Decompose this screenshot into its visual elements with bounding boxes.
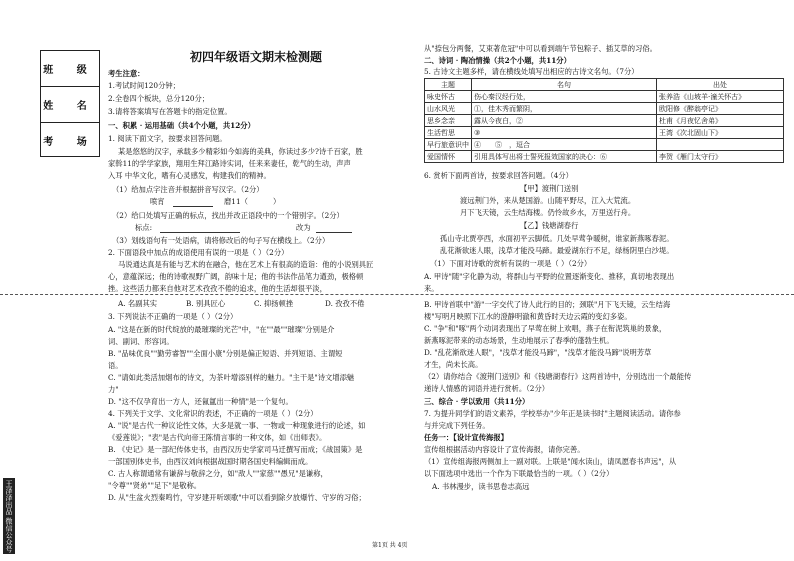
correction-label: 改为 — [296, 223, 311, 232]
poem-table — [424, 78, 784, 163]
table-header: 主题 — [425, 79, 472, 91]
passage-line: 心，意蕴深远；他的诗歌视野广阔，韵味十足；他的书法作品笔力遒劲，极格顿 — [108, 272, 364, 281]
option-line: B. "品味优良""勤劳睿智""全面小康"分别是偏正短语、并列短语、主谓短 — [108, 349, 343, 358]
question-3: 3. 下列说法不正确的一项是（ ）（2分） — [108, 312, 238, 321]
table-row — [425, 139, 784, 151]
question-1-3: （3）划线语句有一处语病，请将修改后的句子写在横线上。（2分） — [112, 236, 330, 245]
table-cell: 张养浩《山坡羊·潼关怀古》 — [657, 91, 784, 103]
passage-line: 入耳 中华文化，嗜有心灵感发，构建我们的精神。 — [108, 171, 271, 180]
table-cell: 生活哲思 — [425, 127, 472, 139]
table-cell: 咏史怀古 — [425, 91, 472, 103]
table-header: 出处 — [657, 79, 784, 91]
option-line: 词、副词、形容词。 — [108, 337, 174, 346]
table-cell: 思乡念亲 — [425, 115, 472, 127]
question-1-2: （2）给口处填写正确的标点，找出并改正语段中的一个错别字。（2分） — [112, 211, 344, 220]
option-line: 语。 — [108, 361, 123, 370]
question-7: 与并完成下列任务。 — [424, 421, 490, 430]
option-line: 一部国别体史书，由西汉刘向根据战国时期各国史料编辑而成。 — [108, 457, 313, 466]
option-line: 才生，尚未长高。 — [424, 360, 483, 369]
option-line: D. 从"生盆火烈秦鸣竹，守岁建开听颂歌"中可以看到除夕放爆竹、守岁的习俗； — [108, 493, 366, 502]
table-cell: 引用具体写出将士誓死报效国家的决心：⑥ — [472, 151, 657, 163]
table-row — [425, 115, 784, 127]
question-6-2: 递诗人情感的词语并进行赏析。（2分） — [424, 384, 550, 393]
page-title: 初四年级语文期末检测题 — [190, 50, 323, 64]
option-line: C. 古人称谓通常有谦辞与敬辞之分，如"敌人""家慈""愚兄"是谦称， — [108, 469, 328, 478]
punctuation-label: 标点: — [135, 223, 153, 232]
table-cell — [657, 139, 784, 151]
passage-line: 马说通达真是有能与艺术的在融合，他在艺术上有很高的造诣：他的小说别具匠 — [118, 260, 374, 269]
table-header-row — [425, 79, 784, 91]
table-cell: 王湾《次北固山下》 — [657, 127, 784, 139]
table-row — [425, 127, 784, 139]
publisher-stamp: 王泽泽出品 微信公众号 — [5, 479, 13, 553]
poem-line: 渡远荆门外，来从楚国游。山随平野尽，江入大荒流。 — [460, 196, 636, 205]
question-2: 2. 下面语段中加点的成语使用有误的一项是（ ）（2分） — [108, 248, 289, 257]
table-row — [425, 103, 784, 115]
table-cell: 露从今夜白，② — [472, 115, 657, 127]
table-header: 名句 — [472, 79, 657, 91]
table-cell: 杜甫《月夜忆舍弟》 — [657, 115, 784, 127]
option-line: D. "这不仅孕育出一方人，还氤氲出一种情"是一个复句。 — [108, 397, 293, 406]
table-cell: 爱国情怀 — [425, 151, 472, 163]
poem-b-title: 【乙】钱塘湖春行 — [520, 221, 579, 230]
option-line: C. "请如此类活加烟布的诗文，为茶叶增添别样的魅力。"主干是"诗文增添魅 — [108, 373, 355, 382]
table-row — [425, 91, 784, 103]
student-info-box — [40, 50, 100, 157]
passage-line: 某是悠悠的汉字，承载多少精彩如今如海的美典，你读过多少?诗千百家，胜 — [118, 147, 363, 156]
question-6-2: （2）请你结合《渡荆门送别》和《钱塘湖春行》这两首诗中，分别选出一个最能传 — [424, 372, 692, 381]
option-line: "令尊""贤弟""足下"是敬称。 — [108, 481, 202, 490]
task-1-question: （1）宣传组海报两侧加上一副对联。上联是"闻水读山，请凤愿春书声远"，从 — [424, 457, 677, 466]
section-1-heading: 一、积累 · 运用基础（共4个小题，共12分） — [108, 121, 255, 130]
task-1-question: 以下面选项中选出一个作为下联最恰当的一项。（ ）（2分） — [424, 469, 614, 478]
task-1-heading: 任务一：【设计宣传海报】 — [424, 433, 508, 442]
question-5: 5. 古诗文主题多样，请在横线处填写出相应的古诗文名句。（7分） — [424, 67, 639, 76]
option-line: D. "乱花渐欲迷人眼"，"浅草才能没马蹄"，"浅草才能没马蹄"说明芳草 — [424, 348, 652, 357]
option-line: A. "这是在新的时代绽放的最璀璨的光芒"中，"在""最""璀璨"分别是介 — [108, 325, 335, 334]
question-1: 1. 阅读下面文字，按要求回答问题。 — [108, 134, 227, 143]
answer-blank — [160, 232, 240, 233]
passage-line: 家斡11的学学家族，翔用生拜江路诗实词，任来来妻任，乾气的生动，声声 — [108, 159, 351, 168]
task-1-text: 宣传组根据活动内容设计了宣传海报，请你完善。 — [424, 445, 585, 454]
question-7: 7. 为提升同学们的语文素养，学校举办"少年正是读书时"主题阅读活动。请你参 — [424, 409, 681, 418]
poem-line: 孤山寺北贾亭西，水面初平云脚低。几处早莺争暖树，谁家新燕啄春泥。 — [440, 234, 674, 243]
class-label: 班 级 — [41, 51, 99, 87]
table-cell: ④ ⑤ ，逗合 — [472, 139, 657, 151]
table-cell: 伤心秦汉经行处， — [472, 91, 657, 103]
question-1-1: （1）给加点字注音并根据拼音写汉字。（2分） — [112, 185, 264, 194]
table-cell: ③ — [472, 127, 657, 139]
option-line: B. 甲诗首联中"游"一字交代了诗人此行的目的；颈联"月下飞天镜，云生结海 — [424, 300, 671, 309]
option-line: C. "争"和"啄"两个动词表现出了早莺在树上欢唱，燕子在衔泥筑巢的景象， — [424, 324, 667, 333]
notice-line: 1.考试时间120分钟； — [108, 81, 180, 90]
notice-line: 3.请将答案填写在答题卡的指定位置。 — [108, 107, 232, 116]
option-line: 《爱莲说》；"表"是古代向帝王陈情言事的一种文体，如《出师表》。 — [108, 433, 327, 442]
option-c: C. 抑扬顿挫 — [254, 299, 294, 308]
table-cell: 山水风光 — [425, 103, 472, 115]
option-line: 新燕啄泥带来的动态场景，生动地展示了春季的蓬勃生机。 — [424, 336, 614, 345]
carry-over-line: 从"捺包分两餐，艾束著危冠"中可以看到端午节包粽子、插艾草的习俗。 — [424, 44, 657, 53]
option-line: A. "说"是古代一种议论性文体，大多是就一事、一物或一种现象进行的论述，如 — [108, 421, 366, 430]
option-d: D. 孜孜不倦 — [325, 299, 365, 308]
pinyin-item-b: 磨11（ — [224, 197, 248, 206]
answer-blank — [173, 206, 213, 207]
fold-line — [0, 294, 794, 295]
section-2-heading: 二、诗词 · 陶冶情操（共2个小题，共11分） — [424, 56, 571, 65]
task-1-option-a: A. 书林漫步，读书思卷志高远 — [432, 482, 530, 491]
option-line: 力" — [108, 385, 119, 394]
pinyin-item-a: 喷宵 — [150, 197, 165, 206]
table-cell: ①，佳木秀而繁阴， — [472, 103, 657, 115]
option-b: B. 别具匠心 — [186, 299, 226, 308]
table-cell: 早行旅意识中 — [425, 139, 472, 151]
table-cell: 欧阳修《醉翁亭记》 — [657, 103, 784, 115]
option-a: A. 名副其实 — [118, 299, 158, 308]
name-label: 姓 名 — [41, 87, 99, 123]
section-3-heading: 三、综合 · 学以致用（共11分） — [424, 397, 530, 406]
page-footer: 第1页 共 4页 — [372, 542, 408, 549]
table-row — [425, 151, 784, 163]
option-line: 来。 — [424, 284, 439, 293]
poem-line: 乱花渐欲迷人眼，浅草才能没马蹄。最爱湖东行不足，绿杨阴里白沙堤。 — [440, 246, 674, 255]
notice-line: 2.全卷四个板块，总分120分； — [108, 94, 210, 103]
notice-head: 考生注意： — [108, 69, 145, 78]
room-label: 考 场 — [43, 137, 97, 148]
passage-line: 挫。这些活力都来自他对艺术孜孜不倦的追求，他的生活却很平淡， — [108, 284, 327, 293]
option-line: A. 甲诗"随"字化静为动，将群山与平野的位置逐渐变化、推移，真切地表现出 — [424, 272, 675, 281]
table-cell: 李贺《雁门太守行》 — [657, 151, 784, 163]
option-line: 楼"写明月映照下江水的澄静明澈和黄昏时天边云霞的变幻多姿。 — [424, 312, 632, 321]
question-6-1: （1）下面对诗歌的赏析有误的一项是（ ）（2分） — [430, 259, 592, 268]
poem-line: 月下飞天镜，云生结海楼。仍怜故乡水，万里送行舟。 — [460, 208, 636, 217]
pinyin-item-c: ） — [273, 197, 281, 206]
answer-blank — [316, 232, 352, 233]
question-4: 4. 下列关于文学、文化常识的表述，不正确的一项是（ ）（2分） — [108, 409, 318, 418]
poem-a-title: 【甲】渡荆门送别 — [520, 184, 579, 193]
option-line: B. 《史记》是一部纪传体史书，由西汉历史学家司马迁撰写而成；《战国策》是 — [108, 445, 363, 454]
question-6: 6. 赏析下面两首诗，按要求回答问题。（4分） — [424, 171, 573, 180]
